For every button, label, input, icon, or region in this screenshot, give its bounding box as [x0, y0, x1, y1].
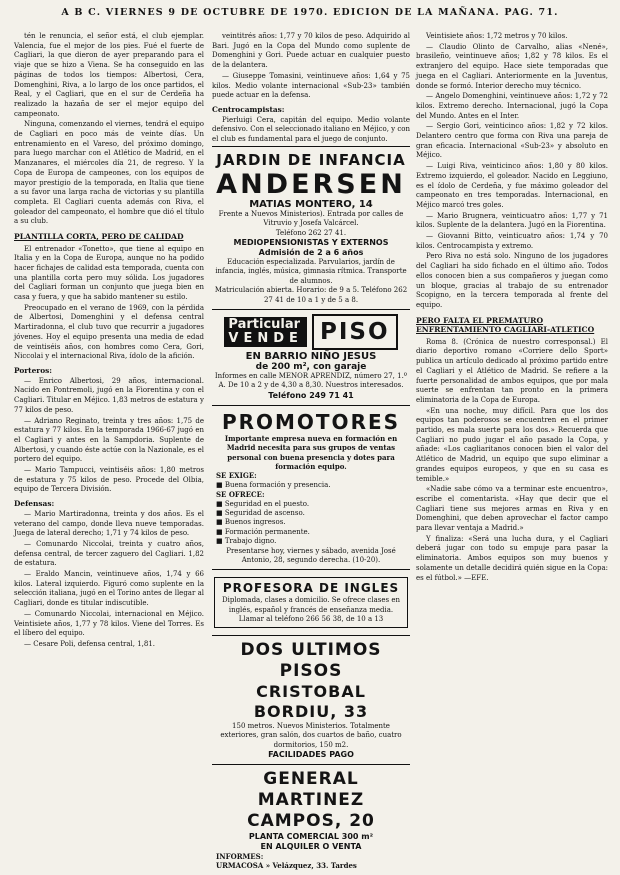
- ad-piso-word: PISO: [312, 314, 398, 350]
- ad-address: CAMPOS, 20: [247, 810, 375, 831]
- player-entry: — Cesare Poli, defensa central, 1,81.: [24, 639, 156, 648]
- ad-bullet: ■ Formación permanente.: [216, 527, 310, 536]
- ad-bullet: ■ Seguridad en el puesto.: [216, 499, 310, 508]
- ad-brand: ANDERSEN: [216, 168, 406, 200]
- ad-profesora-ingles: [212, 569, 410, 634]
- player-entry: — Mario Tampucci, veintiséis años: 1,80 metros de estatura y 75 kilos de peso. Procede del Olbia, equipo de Tercera División.: [14, 466, 204, 494]
- ad-label: SE EXIGE:: [216, 471, 257, 481]
- player-entry: — Mario Brugnera, veinticuatro años: 1,77 y 71 kilos. Suplente de la delantera. Jugó en la Fiorentina.: [416, 211, 608, 230]
- player-entry: — Comunardo Niccolai, treinta y cuatro años, defensa central, de tercer zaguero del Cagliari. 1,82 de estatura.: [14, 539, 204, 568]
- player-entry: — Luigi Riva, veinticinco años: 1,80 y 80 kilos. Extremo izquierdo, el goleador. Nacido en Leggiuno, es el ídolo de Cerdeña, y fue máximo goleador del campeonato en tres temporadas. Internacional, en Méjico marcó tres goles.: [416, 162, 608, 209]
- ad-label: VENDE: [228, 330, 303, 346]
- section-heading: PERO FALTA EL PREMATURO ENFRENTAMIENTO CAGLIARI-ATLETICO: [416, 315, 595, 335]
- ad-text: Diplomada, clases a domicilio. Se ofrece clases en inglés, español y francés de enseñanza media. Llamar al teléfono 266 56 38, de 10 a 13: [221, 596, 400, 624]
- ad-title: JARDIN DE INFANCIA: [216, 150, 406, 169]
- ad-label: Particular: [228, 316, 301, 332]
- player-entry: — Sergio Gori, veinticinco años: 1,82 y 72 kilos. Delantero centro que forma con Riva una pareja de gran eficacia. Internacional «Sub-23» y absoluto en Méjico.: [416, 122, 608, 160]
- subheading-defensas: Defensas:: [14, 499, 55, 509]
- ad-title: PROMOTORES: [221, 409, 401, 434]
- ad-phone: Teléfono 262 27 41.: [275, 228, 347, 237]
- player-entry: Veintisiete años: 1,72 metros y 70 kilos.: [426, 32, 568, 40]
- article-paragraph: «En una noche, muy difícil. Para que los dos equipos tan poderosos se encuentren en el primer partido, es mala suerte para los dos.» Recuerda que Cagliari no pudo jugar el año pasado la Copa, y añade: «Los cagliaritanos conocen bien el valor del Atlético de Madrid, un equipo que supo eliminar a grandes equipos europeos, y que en su casa es temible.»: [416, 406, 608, 483]
- ad-subtitle: Admisión de 2 a 6 años: [258, 247, 364, 257]
- article-paragraph: tén le renuncia, el señor está, el club ejemplar. Valencia, fue el mejor de los pies. Fué el fuerte de Cagliari, la que dieron de ayer preparando para el viaje que se hizo a Viena. Se ha conseguido en las páginas de todos los tiempos: Albertosi, Cera, Domenghini, Riva, a lo largo de los once partidos, el Real, y el Cagliari, que en el sur de Cerdeña ha realizado la hazaña de ser el mejor equipo del campeonato.: [14, 32, 204, 118]
- player-entry: — Enrico Albertosi, 29 años, internacional. Nacido en Pontremoli, jugó en la Fiorentina y con el Cagliari. Titular en Méjico. 1,83 metros de estatura y 77 kilos de peso.: [14, 376, 204, 414]
- ad-label: SE OFRECE:: [216, 490, 265, 500]
- ad-bullet: ■ Trabajo digno.: [216, 537, 277, 546]
- ad-title: PROFESORA DE INGLES: [222, 581, 400, 596]
- page-header: A B C. VIERNES 9 DE OCTUBRE DE 1970. EDICION DE LA MAÑANA. PAG. 71.: [61, 7, 559, 18]
- ad-dos-ultimos-pisos: [212, 635, 410, 764]
- article-paragraph: Roma 8. (Crónica de nuestro corresponsal.) El diario deportivo romano «Corriere dello Sport» publica un artículo dedicado al próximo partido entre el Cagliari y el Atlético de Madrid. Se refiere a la fuerte personalidad de ambos equipos, que por mala suerte se enfrentan tan pronto en la primera eliminatoria de la Copa de Europa.: [416, 337, 608, 404]
- article-paragraph: El entrenador «Tonetto», que tiene al equipo en Italia y en la Copa de Europa, aunque no ha podido hacer fichajes de calidad esta temporada, cuenta con una plantilla corta pero muy sólida. Los jugadores del Cagliari forman un conjunto que juega bien en casa y fuera, y que ha sabido mantener su estilo.: [14, 244, 204, 302]
- ad-text: Matriculación abierta. Horario: de 9 a 5. Teléfono 262 27 41 de 10 a 1 y de 5 a 8.: [214, 286, 408, 304]
- ad-general-martinez-campos: [212, 764, 410, 875]
- middle-column: [212, 32, 410, 871]
- ad-subtitle: MEDIOPENSIONISTAS Y EXTERNOS: [233, 237, 389, 247]
- article-paragraph: Preocupado en el verano de 1969, con la pérdida de Albertosi, Domenghini y el defensa central Martiradonna, el club tuvo que recurrir a jugadores jóvenes. Hoy el equipo presenta una media de edad de veintiséis años, con hombres como Cera, Gori, Niccolai y el internacional Riva, ídolo de la afición.: [14, 303, 204, 361]
- subheading-porteros: Porteros:: [14, 366, 53, 375]
- ad-subtitle: EN ALQUILER O VENTA: [260, 841, 362, 851]
- ad-title: DOS ULTIMOS PISOS: [240, 639, 382, 681]
- article-paragraph: — Giuseppe Tomasini, veintinueve años: 1,64 y 75 kilos. Medio volante internacional «Sub-23» también puede actuar en la defensa.: [212, 71, 410, 100]
- article-paragraph: Pierluigi Cera, capitán del equipo. Medio volante defensivo. Con el seleccionado italiano en Méjico, y con el club es fundamental para el juego de conjunto.: [212, 115, 410, 144]
- ad-text: Importante empresa nueva en formación en Madrid necesita para sus grupos de ventas personal con buena presencia y dotes para formación equipo.: [224, 433, 398, 472]
- left-column: [14, 32, 204, 832]
- ad-promotores: [212, 405, 410, 570]
- ad-particular-vende-piso: [212, 309, 410, 405]
- ad-text: Informes en calle MENOR APRENDIZ, número 27, 1.º A. De 10 a 2 y de 4,30 a 8,30. Nuestros interesados.: [214, 371, 408, 390]
- ad-text: Frente a Nuevos Ministerios). Entrada por calles de Vitruvio y Josefa Valcárcel.: [218, 209, 404, 228]
- player-entry: — Mario Martiradonna, treinta y dos años. Es el veterano del campo, donde lleva nueve temporadas. Juega de lateral derecho; 1,71 y 74 kilos de peso.: [14, 509, 204, 538]
- ad-text: 150 metros. Nuevos Ministerios. Totalmente exteriores, gran salón, dos cuartos de baño, cuatro dormitorios, 150 m2.: [220, 721, 402, 749]
- article-paragraph: «Nadie sabe cómo va a terminar este encuentro», escribe el comentarista. «Hay que decir que el Cagliari tiene sus mejores armas en Riva y en Domenghini, que deben aprovechar el factor campo para llevar ventaja a Madrid.»: [416, 485, 608, 533]
- ad-phone: Teléfono 249 71 41: [268, 390, 354, 400]
- ad-bullet: ■ Buenos ingresos.: [216, 518, 286, 527]
- article-paragraph: Pero Riva no está solo. Ninguno de los jugadores del Cagliari ha sido fichado en el último año. Todos ellos conocen bien a sus compañeros y juegan como un bloque, gracias al trabajo de su entrenador Scopigno, en la tercera temporada al frente del equipo.: [416, 252, 608, 309]
- right-column: [416, 32, 608, 832]
- ad-title: EN BARRIO NIÑO JESUS: [245, 350, 377, 362]
- ad-text: Educación especializada. Parvularios, jardín de infancia, inglés, música, gimnasia rítmica. Transporte de alumnos.: [215, 257, 407, 285]
- ad-label: INFORMES:: [216, 851, 264, 861]
- article-paragraph: veintitrés años: 1,77 y 70 kilos de peso. Adquirido al Bari. Jugó en la Copa del Mundo como suplente de Domenghini y Gori. Puede actuar en cualquier puesto de la delantera.: [212, 32, 410, 70]
- ad-bullet: ■ Seguridad de ascenso.: [216, 509, 305, 518]
- ad-title: GENERAL MARTINEZ: [257, 768, 365, 810]
- article-paragraph: Ninguna, comenzando el viernes, tendrá el equipo de Cagliari en poco más de veinte días. Un entrenamiento en el Vareso, del próximo domingo, para luego marchar con el Atlético de Madrid, en el Manzanares, el miércoles día 21, de regreso. Y la Copa de Europa de campeones, con los equipos de mayor prestigio de la temporada, en Italia que tiene a su favor una larga racha de victorias y su plantilla completa. El Cagliari cuenta además con Riva, el goleador del campeonato, el hombre que dió el título a su club.: [14, 120, 204, 226]
- player-entry: — Angelo Domenghini, veintinueve años: 1,72 y 72 kilos. Extremo derecho. Internacional, jugó la Copa del Mundo. Antes en el Inter.: [416, 92, 608, 120]
- player-entry: — Adriano Reginato, treinta y tres años: 1,75 de estatura y 77 kilos. En la temporada 1966-67 jugó en el Cagliari y antes en la Sampdoria. Suplente de Albertosi, y cuando éste actúe con la Nazionale, es el portero del equipo.: [14, 416, 204, 464]
- ad-text: Presentarse hoy, viernes y sábado, avenida José Antonio, 28, segundo derecha. (10-20).: [226, 546, 396, 565]
- ad-subtitle: de 200 m², con garaje: [255, 361, 367, 372]
- section-heading: PLANTILLA CORTA, PERO DE CALIDAD: [14, 232, 184, 242]
- ad-text: URMACOSA » Velázquez, 33. Tardes: [216, 861, 357, 871]
- player-entry: — Eraldo Mancin, veintinueve años, 1,74 y 66 kilos. Lateral izquierdo. Figuró como suplente en la selección italiana, jugó en el Torino antes de llegar al Cagliari, donde es titular indiscutible.: [14, 570, 204, 608]
- player-entry: — Giovanni Bitto, veinticuatro años: 1,74 y 70 kilos. Centrocampista y extremo.: [416, 232, 608, 250]
- ad-subtitle: FACILIDADES PAGO: [268, 749, 354, 759]
- article-paragraph: Y finaliza: «Será una lucha dura, y el Cagliari deberá jugar con todo su empuje para pasar la eliminatoria. Ambos equipos son muy buenos y solamente un detalle decidirá quién sigue en la Copa: es el fútbol.» —EFE.: [416, 534, 608, 582]
- ad-box: [214, 577, 408, 627]
- ad-jardin-andersen: [212, 146, 410, 309]
- subheading-centrocampistas: Centrocampistas:: [212, 104, 285, 114]
- ad-subtitle: PLANTA COMERCIAL 300 m²: [248, 831, 374, 841]
- player-entry: — Claudio Olinto de Carvalho, alias «Nené», brasileño, veintinueve años; 1,82 y 78 kilos. Es el extranjero del equipo. Hace siete temporadas que juega en el Cagliari. Anteriormente en la Juventus, donde se formó. Interior derecho muy técnico.: [416, 42, 608, 90]
- ad-bullet: ■ Buena formación y presencia.: [216, 480, 331, 489]
- ad-address: CRISTOBAL BORDIU, 33: [253, 681, 369, 721]
- player-entry: — Comunardo Niccolai, internacional en Méjico. Veintisiete años, 1,77 y 78 kilos. Viene del Torres. Es el líbero del equipo.: [14, 609, 204, 638]
- ad-label-block: [224, 317, 307, 347]
- ad-address: MATIAS MONTERO, 14: [249, 198, 373, 210]
